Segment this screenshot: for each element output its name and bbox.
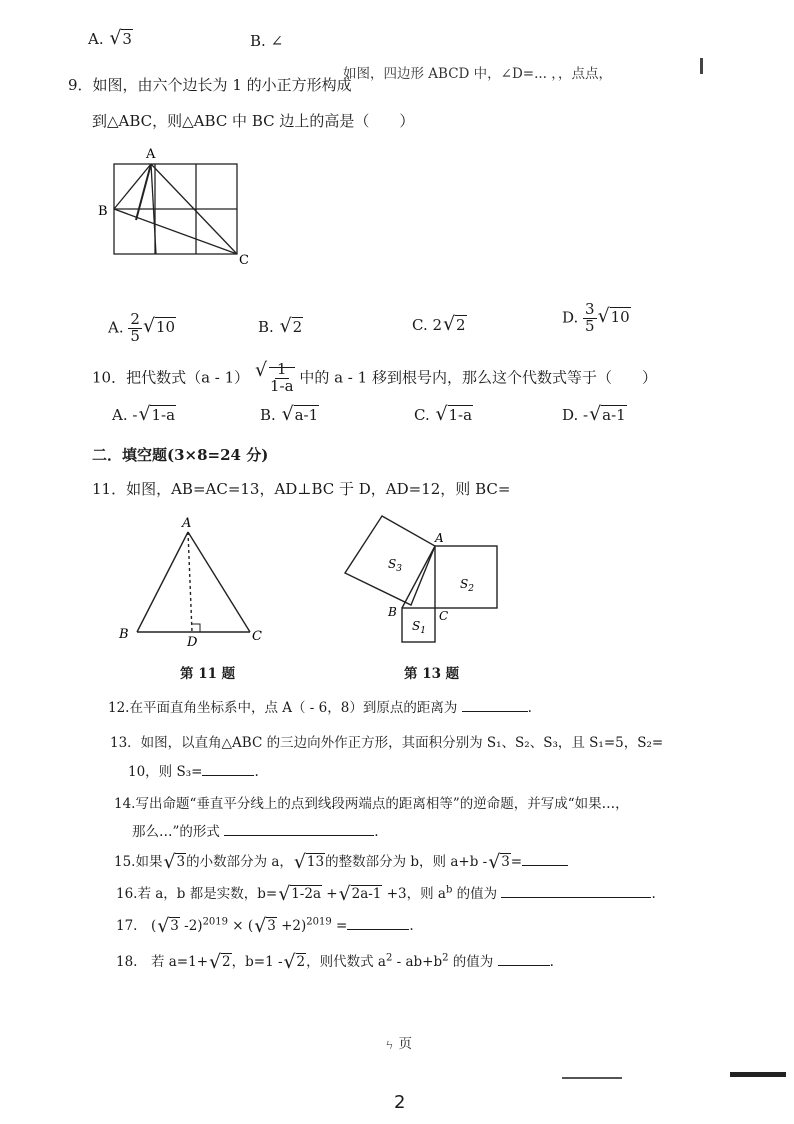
fig13-label-a: A: [435, 531, 444, 545]
q10-option-c: C. √ 1-a: [414, 406, 473, 424]
q9-line2: 到△ABC，则△ABC 中 BC 边上的高是（ ）: [92, 112, 415, 130]
fig13-label-s2: $S_2$: [460, 577, 474, 594]
q14-line1: 14.写出命题“垂直平分线上的点到线段两端点的距离相等”的逆命题，并写成“如果…，: [114, 796, 629, 812]
fig11-label-a: A: [182, 516, 192, 531]
q10-stem: 10．把代数式（a - 1） √ $\frac{1}{1-a}$ 中的 a - 1 移到根号内，那么这个代数式等于（ ）: [92, 362, 657, 395]
q11-stem: 11．如图，AB=AC=13，AD⊥BC 于 D，AD=12，则 BC=: [92, 480, 511, 498]
q9-option-a: A. $\frac{2}{5}$ √ 10: [108, 312, 176, 345]
label-a: A: [146, 147, 156, 162]
fig11-caption: 第 11 题: [180, 666, 236, 682]
fig11-label-d: D: [187, 635, 198, 650]
q9-option-c: C. 2√ 2: [412, 316, 467, 334]
q9-option-d: D. $\frac{3}{5}$ √ 10: [562, 302, 631, 335]
q10-option-a: A. -√ 1-a: [112, 406, 176, 424]
label-c: C: [239, 253, 249, 268]
scan-mark-top: [700, 58, 703, 74]
q17-stem: 17. (√ 3 -2)$^{2019}$ × (√ 3 +2)$^{2019}$ = .: [116, 914, 414, 934]
label-b: B: [98, 204, 108, 219]
q10-option-b: B. √ a-1: [260, 406, 319, 424]
side-bc: [114, 209, 237, 254]
scan-bar: [730, 1072, 786, 1077]
page-footer-label: ㄣ 页: [384, 1036, 412, 1052]
section-heading: 二．填空题(3×8=24 分): [92, 446, 269, 464]
q10-option-d: D. -√ a-1: [562, 406, 627, 424]
fig11-label-b: B: [119, 627, 129, 642]
q15-stem: 15.如果√ 3的小数部分为 a，√ 13的整数部分为 b，则 a+b -√ 3=: [114, 850, 568, 870]
fig13-label-c: C: [439, 609, 449, 623]
q13-line1: 13．如图，以直角△ABC 的三边向外作正方形，其面积分别为 S₁、S₂、S₃，且 S₁=5，S₂=: [110, 735, 664, 751]
q8-option-b: B. ∠: [250, 32, 284, 50]
q9-grid-figure: [96, 142, 266, 272]
fig13-caption: 第 13 题: [404, 666, 460, 682]
q13-line2: 10，则 S₃= .: [128, 764, 259, 780]
q18-stem: 18. 若 a=1+√ 2，b=1 -√ 2，则代数式 $a^2 - ab+b^2$ 的值为 .: [116, 950, 554, 970]
fig13-label-s1: $S_1$: [412, 619, 426, 636]
q12-stem: 12.在平面直角坐标系中，点 A（ - 6，8）到原点的距离为 .: [108, 700, 532, 716]
overlap-fragment-text: 如图，四边形 ABCD 中，∠D=... ，，点点，: [343, 66, 613, 82]
fig13-label-s3: $S_3$: [388, 557, 402, 574]
page-number: 2: [394, 1092, 406, 1113]
q8-option-a: A. √ 3: [88, 30, 133, 48]
q9-line1: 9．如图，由六个边长为 1 的小正方形构成: [68, 76, 352, 94]
q16-stem: 16.若 a，b 都是实数，b=√ 1-2a +√ 2a-1 +3，则 $a^b$ 的值为 .: [116, 882, 656, 902]
q14-line2: 那么…”的形式 .: [132, 824, 379, 840]
scan-smudge: [562, 1077, 622, 1079]
fig11-label-c: C: [252, 629, 262, 644]
q9-option-b: B. √ 2: [258, 318, 303, 336]
fig11-triangle: [112, 512, 272, 652]
fig13-label-b: B: [388, 605, 397, 619]
fig13-squares: [336, 508, 516, 648]
